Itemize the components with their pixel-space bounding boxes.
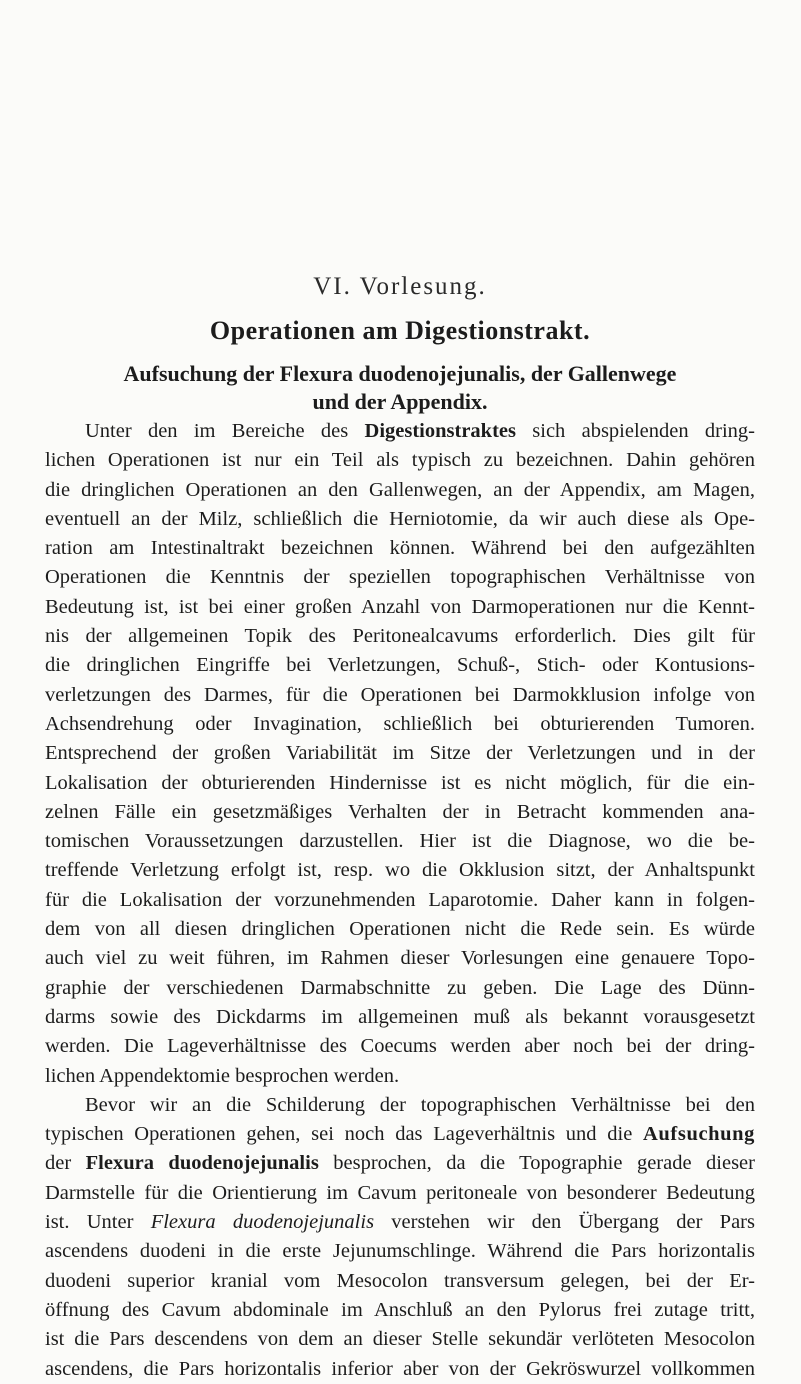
paragraph-1-line-12: Entsprechend der großen Variabilität im Sitze der Verletzungen und in der (45, 742, 755, 765)
paragraph-1-line-8: nis der allgemeinen Topik des Peritonealcavums erforderlich. Dies gilt für (45, 625, 755, 648)
paragraph-1-line-1 (45, 417, 755, 446)
paragraph-1-line-14: zelnen Fälle ein gesetzmäßiges Verhalten der in Betracht kommenden ana- (45, 800, 755, 823)
paragraph-1-line-19: auch viel zu weit führen, im Rahmen dieser Vorlesungen eine genauere Topo- (45, 947, 755, 970)
document-page (45, 0, 755, 1380)
paragraph-1-line-2: lichen Operationen ist nur ein Teil als typisch zu bezeichnen. Dahin gehören (45, 449, 755, 472)
paragraph-2-line-8: öffnung des Cavum abdominale im Anschluß an den Pylorus frei zutage tritt, (45, 1298, 755, 1321)
paragraph-2-line-5 (45, 1208, 755, 1237)
paragraph-1-line-17: für die Lokalisation der vorzunehmenden Laparotomie. Daher kann in folgen- (45, 888, 755, 911)
text-run: sich abspielenden dring- (516, 420, 755, 442)
body-text (45, 417, 755, 1384)
paragraph-1-line-7: Bedeutung ist, ist bei einer großen Anzahl von Darmoperationen nur die Kennt- (45, 595, 755, 618)
text-run: der (45, 1152, 86, 1175)
text-run: typischen Operationen gehen, sei noch das Lageverhältnis und die (45, 1123, 644, 1146)
section-title-line-1: Aufsuchung der Flexura duodenojejunalis, der Gallenwege (123, 361, 677, 386)
paragraph-1-line-15: tomischen Voraussetzungen darzustellen. Hier ist die Diagnose, wo die be- (45, 830, 755, 853)
paragraph-1-line-4: eventuell an der Milz, schließlich die Herniotomie, da wir auch diese als Ope- (45, 507, 755, 530)
paragraph-1-line-16: treffende Verletzung erfolgt ist, resp. wo die Okklusion sitzt, der Anhaltspunkt (45, 859, 755, 882)
text-run: ist. Unter (45, 1211, 151, 1234)
paragraph-1-line-18: dem von all diesen dringlichen Operationen nicht die Rede sein. Es würde (45, 918, 755, 941)
paragraph-1-line-3: die dringlichen Operationen an den Gallenwegen, an der Appendix, am Magen, (45, 478, 755, 501)
paragraph-1-line-10: verletzungen des Darmes, für die Operationen bei Darmokklusion infolge von (45, 683, 755, 706)
paragraph-1-line-11: Achsendrehung oder Invagination, schließlich bei obturierenden Tumoren. (45, 712, 755, 735)
section-title-line-2: und der Appendix. (312, 389, 488, 414)
paragraph-1-line-20: graphie der verschiedenen Darmabschnitte zu geben. Die Lage des Dünn- (45, 976, 755, 999)
paragraph-2-line-2 (45, 1120, 755, 1149)
paragraph-1-line-21: darms sowie des Dickdarms im allgemeinen muß als bekannt vorausgesetzt (45, 1005, 755, 1028)
paragraph-1-line-5: ration am Intestinaltrakt bezeichnen können. Während bei den aufgezählten (45, 537, 755, 560)
section-title (45, 360, 755, 416)
lecture-heading: VI. Vorlesung. (313, 273, 487, 300)
bold-term-aufsuchung: Aufsuchung (643, 1123, 755, 1146)
bold-term-flexura: Flexura duodenojejunalis (85, 1152, 319, 1175)
paragraph-2-line-1: Bevor wir an die Schilderung der topographischen Verhältnisse bei den (85, 1093, 755, 1116)
paragraph-1-line-13: Lokalisation der obturierenden Hindernisse ist es nicht möglich, für die ein- (45, 771, 755, 794)
paragraph-2-line-6: ascendens duodeni in die erste Jejunumschlinge. Während die Pars horizontalis (45, 1240, 755, 1263)
paragraph-1-line-23: lichen Appendektomie besprochen werden. (45, 1064, 400, 1087)
paragraph-1-line-9: die dringlichen Eingriffe bei Verletzungen, Schuß-, Stich- oder Kontusions- (45, 654, 755, 677)
paragraph-2-line-3 (45, 1149, 755, 1178)
paragraph-2-line-4: Darmstelle für die Orientierung im Cavum peritoneale von besonderer Bedeutung (45, 1181, 755, 1204)
text-run: verstehen wir den Übergang der Pars (374, 1211, 755, 1234)
text-run: besprochen, da die Topographie gerade dieser (318, 1152, 755, 1175)
paragraph-2-line-7: duodeni superior kranial vom Mesocolon transversum gelegen, bei der Er- (45, 1269, 755, 1292)
paragraph-2-line-10: ascendens, die Pars horizontalis inferior aber von der Gekröswurzel vollkommen (45, 1357, 755, 1380)
paragraph-1-line-6: Operationen die Kenntnis der speziellen topographischen Verhältnisse von (45, 566, 755, 589)
paragraph-2-line-9: ist die Pars descendens von dem an dieser Stelle sekundär verlöteten Mesocolon (45, 1328, 755, 1351)
paragraph-1-line-22: werden. Die Lageverhältnisse des Coecums werden aber noch bei der dring- (45, 1035, 755, 1058)
text-run: Unter den im Bereiche des (85, 420, 365, 442)
chapter-title: Operationen am Digestionstrakt. (209, 316, 591, 345)
italic-term-flexura: Flexura duodenojejunalis (150, 1211, 375, 1234)
bold-term-digestionstraktes: Digestionstraktes (364, 420, 516, 442)
